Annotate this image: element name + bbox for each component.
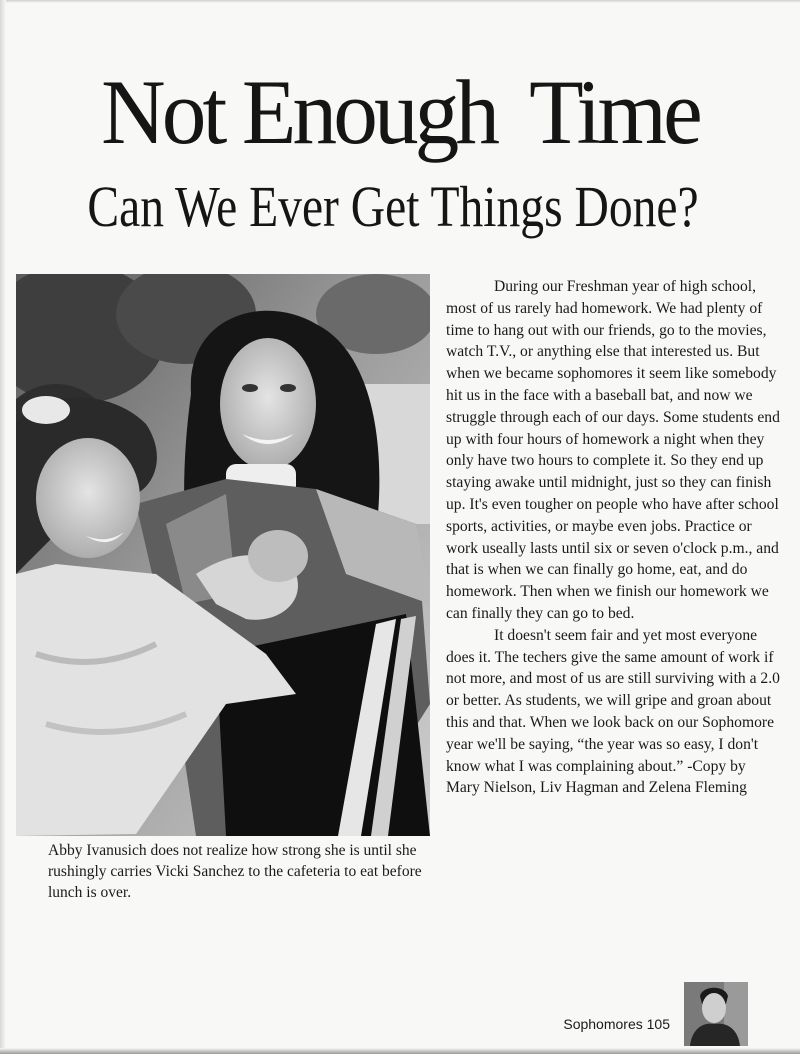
- feature-photo: [16, 274, 430, 836]
- page-footer: [556, 1016, 670, 1032]
- page-subtitle: Can We Ever Get Things Done?: [87, 174, 699, 239]
- scan-edge-left: [0, 0, 6, 1054]
- scan-edge-bottom: [0, 1048, 800, 1054]
- photo-caption: Abby Ivanusich does not realize how strong she is until she rushingly carries Vicki Sanchez to the cafeteria to eat before lunch is over.: [48, 842, 422, 901]
- title-word-2: Time: [529, 61, 699, 163]
- page-title: [12, 61, 788, 163]
- article-paragraph-1: During our Freshman year of high school, most of us rarely had homework. We had plenty of time to hang out with our friends, go to the movies, watch T.V., or anything else that interested us. But when we became sophomores it seem like somebody hit us in the face with a baseball bat, and now we struggle through each of our days. Some students end up with four hours of homework a night when they only have two hours to complete it. So they end up staying awake until midnight, just so they can finish up. It's even tougher on people who have after school sports, activities, or maybe even jobs. Practice or work useally lasts until six or seven o'clock p.m., and that is when we can finally go home, eat, and do homework. Then when we finish our homework we can finally they can go to bed.: [446, 278, 780, 622]
- scan-edge-top: [0, 0, 800, 3]
- footer-thumbnail-illustration: [684, 982, 748, 1046]
- footer-section: Sophomores: [563, 1016, 643, 1032]
- article-paragraph-2: It doesn't seem fair and yet most everyone does it. The techers give the same amount of work if not more, and most of us are still surviving with a 2.0 or better. As students, we will gripe and groan about this and that. When we look back on our Sophomore year we'll be saying, “the year was so easy, I don't know what I was complaining about.” -Copy by Mary Nielson, Liv Hagman and Zelena Fleming: [446, 626, 780, 797]
- footer-thumbnail-photo: [684, 982, 748, 1046]
- footer-page-number: 105: [646, 1016, 670, 1032]
- article-body: [446, 276, 782, 799]
- feature-photo-illustration: [16, 274, 430, 836]
- title-word-1: Not Enough: [101, 61, 497, 163]
